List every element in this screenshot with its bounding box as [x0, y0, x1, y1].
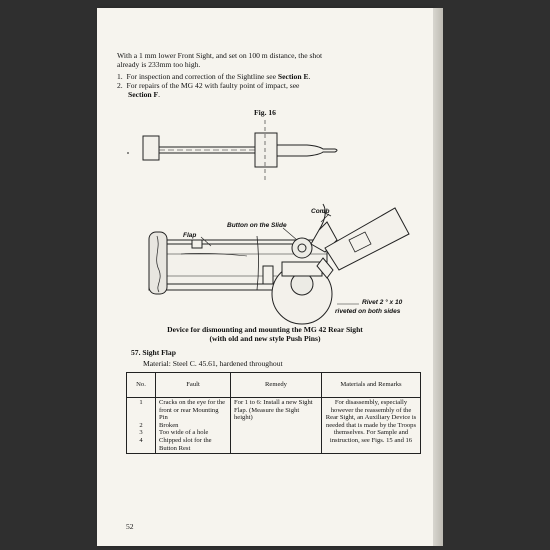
- remarks-cell: For disassembly, especially however the reassembly of the Rear Sight, an Auxiliary Device is needed that is made by the Troops themselves. For Sample and instruction, see Figs. 15 and 16: [322, 398, 421, 454]
- book-spine: [433, 8, 443, 546]
- numbers-cell: [127, 398, 156, 454]
- figure-16-drawing: [97, 8, 433, 338]
- row-number: 1: [139, 399, 143, 406]
- intro-line-1: With a 1 mm lower Front Sight, and set on 100 m distance, the shot: [117, 51, 323, 60]
- list-text: For inspection and correction of the Sightline see: [126, 72, 278, 81]
- faults-cell: [156, 398, 231, 454]
- column-header-fault: Fault: [156, 373, 231, 398]
- row-number: 3: [139, 429, 143, 437]
- figure-label: Fig. 16: [254, 108, 276, 117]
- fault-remedy-table: [126, 372, 421, 454]
- figure-caption: [97, 325, 433, 343]
- fault-item: Too wide of a hole: [159, 429, 209, 437]
- list-number: 2.: [117, 81, 123, 90]
- table-row: [127, 398, 421, 454]
- page-number: 52: [126, 522, 134, 531]
- fault-item: Cracks on the eye for the front or rear Mounting Pin: [159, 399, 226, 422]
- figure-caption-line-1: Device for dismounting and mounting the MG 42 Rear Sight: [167, 325, 363, 334]
- remedy-cell: For 1 to 6: Install a new Sight Flap. (Measure the Sight height): [231, 398, 322, 454]
- material-line: Material: Steel C. 45.61, hardened throughout: [143, 359, 283, 368]
- callout-comb: Comb: [311, 208, 330, 215]
- list-number: 1.: [117, 72, 123, 81]
- list-text: For repairs of the MG 42 with faulty point of impact, see: [126, 81, 300, 90]
- callout-button-on-slide: Button on the Slide: [227, 222, 287, 229]
- callout-riveted-both-sides: riveted on both sides: [335, 308, 401, 315]
- row-number: 2: [139, 421, 143, 429]
- section-e-reference: Section E: [277, 72, 309, 81]
- punch-tool-drawing: [127, 120, 337, 183]
- column-header-no: No.: [127, 373, 156, 398]
- fault-item: Chipped slot for the Button Rest: [159, 436, 212, 452]
- column-header-remarks: Materials and Remarks: [322, 373, 421, 398]
- intro-line-2: already is 233mm too high.: [117, 60, 201, 69]
- document-page: [97, 8, 433, 546]
- row-number: 4: [139, 436, 143, 444]
- fault-item: Broken: [159, 421, 179, 429]
- callout-rivet: Rivet 2 ° x 10: [362, 299, 403, 306]
- column-header-remedy: Remedy: [231, 373, 322, 398]
- section-heading: 57. Sight Flap: [131, 348, 176, 357]
- list-punct: .: [158, 90, 161, 99]
- table-header-row: [127, 373, 421, 398]
- list-punct: .: [308, 72, 311, 81]
- figure-caption-line-2: (with old and new style Push Pins): [209, 334, 321, 343]
- section-f-reference: Section F: [128, 90, 159, 99]
- callout-flap: Flap: [183, 232, 197, 239]
